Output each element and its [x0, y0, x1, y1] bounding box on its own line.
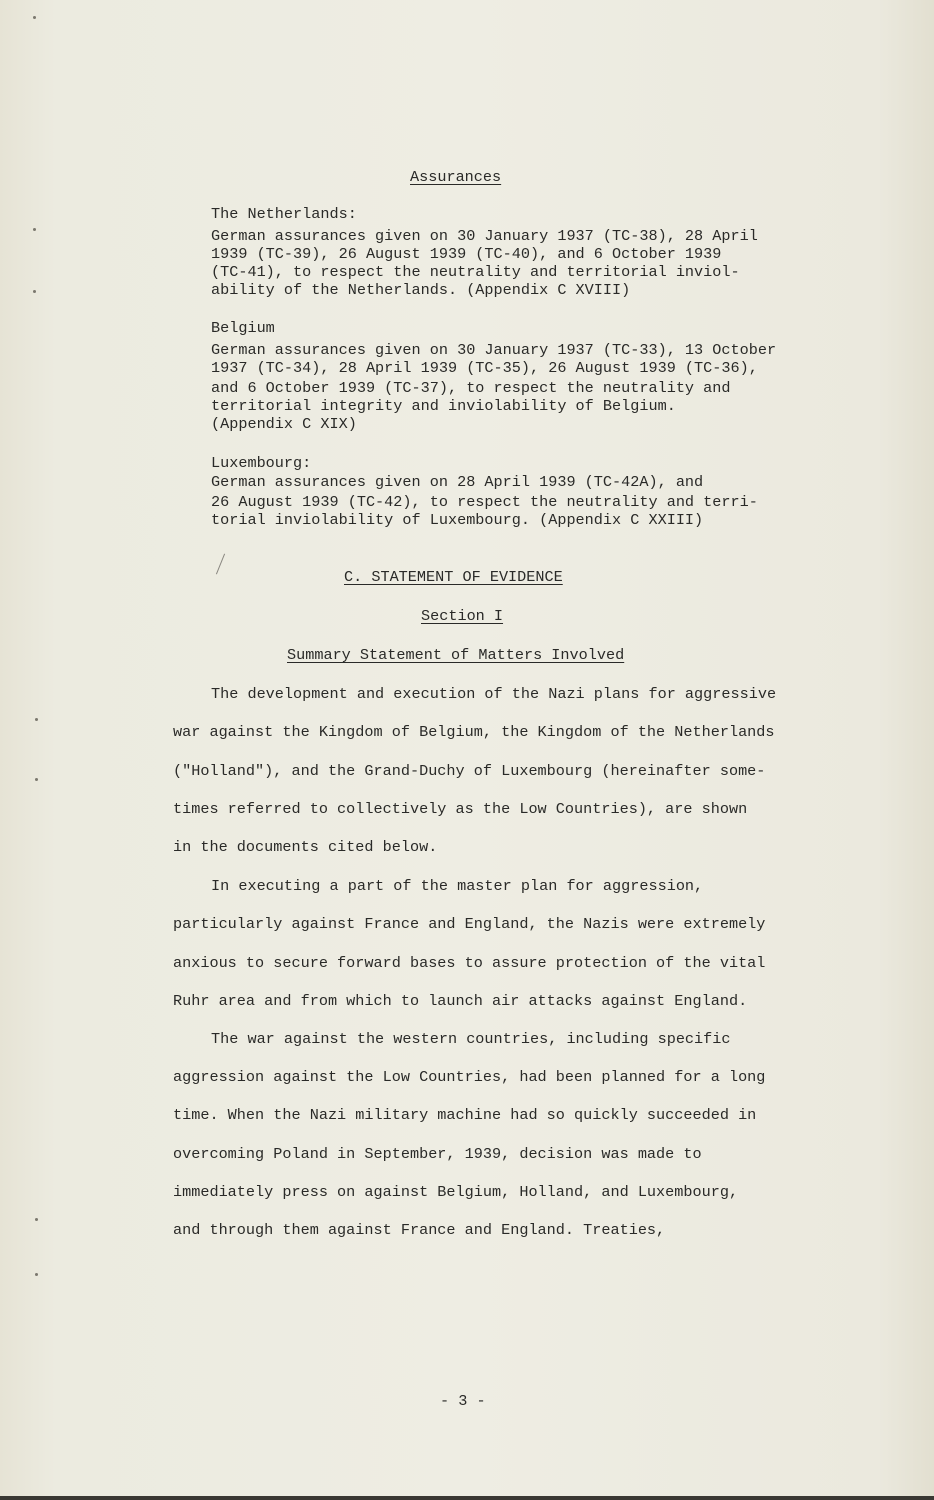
body-line: anxious to secure forward bases to assure protection of the vital	[173, 954, 766, 972]
body-line: ("Holland"), and the Grand-Duchy of Luxembourg (hereinafter some-	[173, 762, 766, 780]
netherlands-line: German assurances given on 30 January 1937 (TC-38), 28 April	[211, 227, 758, 245]
luxembourg-line: German assurances given on 28 April 1939 (TC-42A), and	[211, 473, 704, 491]
paper-speck	[35, 1218, 38, 1221]
body-line: overcoming Poland in September, 1939, decision was made to	[173, 1145, 702, 1163]
paper-speck	[35, 718, 38, 721]
netherlands-line: ability of the Netherlands. (Appendix C XVIII)	[211, 281, 631, 299]
paper-speck	[35, 778, 38, 781]
statement-title: C. STATEMENT OF EVIDENCE	[344, 568, 563, 586]
belgium-line: German assurances given on 30 January 1937 (TC-33), 13 October	[211, 341, 777, 359]
belgium-line: 1937 (TC-34), 28 April 1939 (TC-35), 26 August 1939 (TC-36),	[211, 359, 758, 377]
paper-speck	[35, 1273, 38, 1276]
luxembourg-line: 26 August 1939 (TC-42), to respect the neutrality and terri-	[211, 493, 758, 511]
body-line: The war against the western countries, including specific	[211, 1030, 731, 1048]
assurances-heading: Assurances	[410, 168, 502, 186]
body-line: and through them against France and England. Treaties,	[173, 1221, 666, 1239]
netherlands-line: 1939 (TC-39), 26 August 1939 (TC-40), and 6 October 1939	[211, 245, 722, 263]
luxembourg-label: Luxembourg:	[211, 454, 312, 472]
belgium-line: and 6 October 1939 (TC-37), to respect the neutrality and	[211, 379, 731, 397]
body-line: times referred to collectively as the Low Countries), are shown	[173, 800, 748, 818]
body-line: aggression against the Low Countries, had been planned for a long	[173, 1068, 766, 1086]
summary-subtitle: Summary Statement of Matters Involved	[287, 646, 625, 664]
body-line: particularly against France and England, the Nazis were extremely	[173, 915, 766, 933]
page-bottom-edge	[0, 1496, 934, 1500]
body-line: Ruhr area and from which to launch air attacks against England.	[173, 992, 748, 1010]
paper-speck	[33, 16, 36, 19]
body-line: war against the Kingdom of Belgium, the Kingdom of the Netherlands	[173, 723, 775, 741]
netherlands-line: (TC-41), to respect the neutrality and territorial inviol-	[211, 263, 740, 281]
belgium-label: Belgium	[211, 319, 275, 337]
body-line: time. When the Nazi military machine had so quickly succeeded in	[173, 1106, 757, 1124]
body-line: The development and execution of the Nazi plans for aggressive	[211, 685, 777, 703]
section-heading: Section I	[421, 607, 504, 625]
body-line: In executing a part of the master plan for aggression,	[211, 877, 704, 895]
body-line: immediately press on against Belgium, Holland, and Luxembourg,	[173, 1183, 739, 1201]
page-number: - 3 -	[440, 1392, 486, 1410]
paper-speck	[33, 228, 36, 231]
luxembourg-line: torial inviolability of Luxembourg. (Appendix C XXIII)	[211, 511, 704, 529]
paper-speck	[33, 290, 36, 293]
belgium-line: (Appendix C XIX)	[211, 415, 357, 433]
belgium-line: territorial integrity and inviolability of Belgium.	[211, 397, 676, 415]
netherlands-label: The Netherlands:	[211, 205, 357, 223]
body-line: in the documents cited below.	[173, 838, 438, 856]
pencil-mark	[216, 554, 225, 575]
